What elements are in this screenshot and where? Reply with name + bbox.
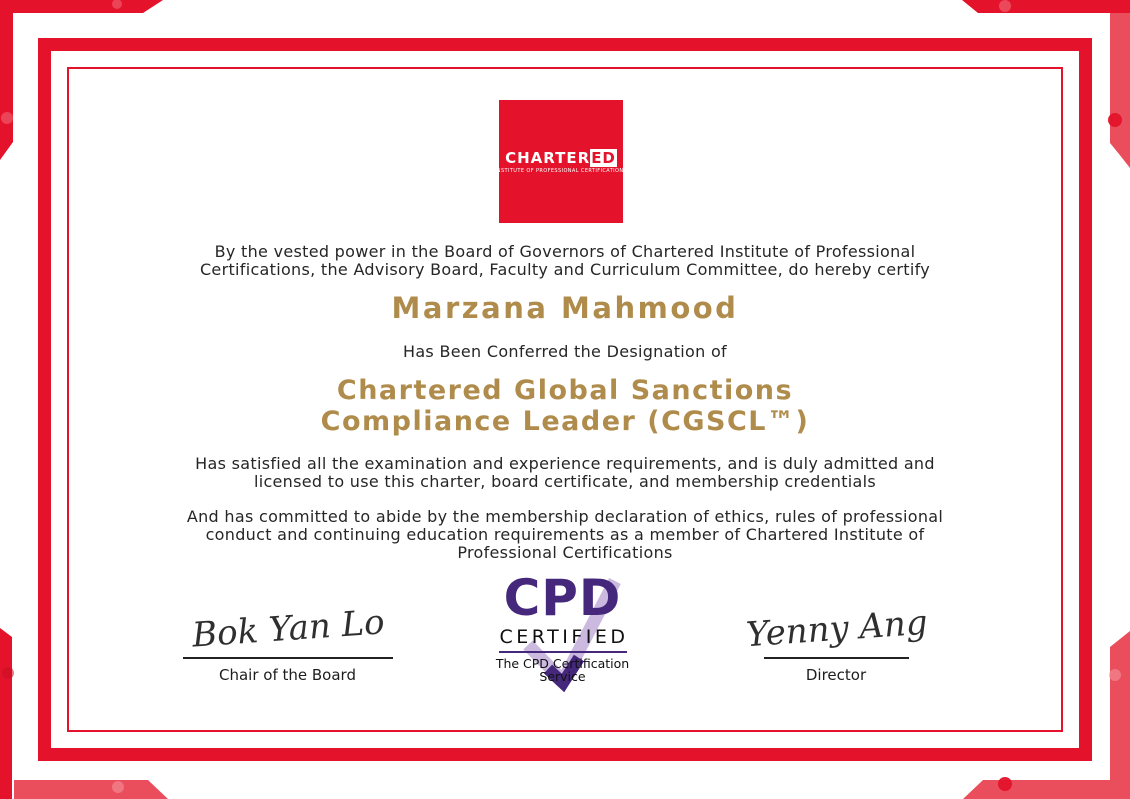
brand-wordmark-main: CHARTER — [505, 148, 591, 167]
designation-title — [0, 375, 1130, 437]
commitment-line-1: And has committed to abide by the membership declaration of ethics, rules of professional — [186, 507, 944, 526]
designation-line-2: Compliance Leader (CGSCL™) — [320, 406, 810, 437]
brand-wordmark — [505, 150, 617, 166]
designation-line-1: Chartered Global Sanctions — [336, 375, 794, 406]
intro-text — [0, 243, 1130, 279]
cpd-subtitle-line-1: The CPD Certification — [495, 656, 630, 671]
brand-tagline: INSTITUTE OF PROFESSIONAL CERTIFICATIONS — [494, 167, 628, 174]
satisfaction-line-1: Has satisfied all the examination and experience requirements, and is duly admitted and — [195, 454, 935, 473]
signature-line-right — [764, 657, 909, 659]
signature-right: Yenny Ang — [744, 602, 929, 656]
signature-left: Bok Yan Lo — [190, 602, 386, 656]
satisfaction-line-2: licensed to use this charter, board certificate, and membership credentials — [253, 472, 877, 491]
signatory-left — [180, 585, 395, 684]
intro-line-1: By the vested power in the Board of Governors of Chartered Institute of Professional — [214, 242, 916, 261]
brand-wordmark-suffix: ED — [591, 148, 616, 167]
commitment-text — [0, 508, 1130, 562]
cpd-badge-text — [480, 569, 645, 684]
cpd-certified-badge — [480, 569, 645, 703]
signatory-right — [728, 585, 944, 684]
signatory-title-right: Director — [805, 666, 867, 684]
satisfaction-text — [0, 455, 1130, 491]
cpd-certified-label: CERTIFIED — [499, 626, 629, 648]
signature-line-left — [183, 657, 393, 659]
signatory-title-left: Chair of the Board — [219, 666, 356, 684]
issuer-logo — [494, 100, 628, 223]
recipient-name: Marzana Mahmood — [391, 291, 739, 325]
conferral-text: Has Been Conferred the Designation of — [403, 342, 727, 361]
cpd-acronym: CPD — [503, 569, 622, 627]
commitment-line-2: conduct and continuing education requirements as a member of Chartered Institute of — [205, 525, 925, 544]
commitment-line-3: Professional Certifications — [457, 543, 673, 562]
cpd-subtitle-line-2: Service — [539, 669, 586, 684]
cpd-underline — [499, 651, 627, 653]
intro-line-2: Certifications, the Advisory Board, Faculty and Curriculum Committee, do hereby certify — [199, 260, 931, 279]
